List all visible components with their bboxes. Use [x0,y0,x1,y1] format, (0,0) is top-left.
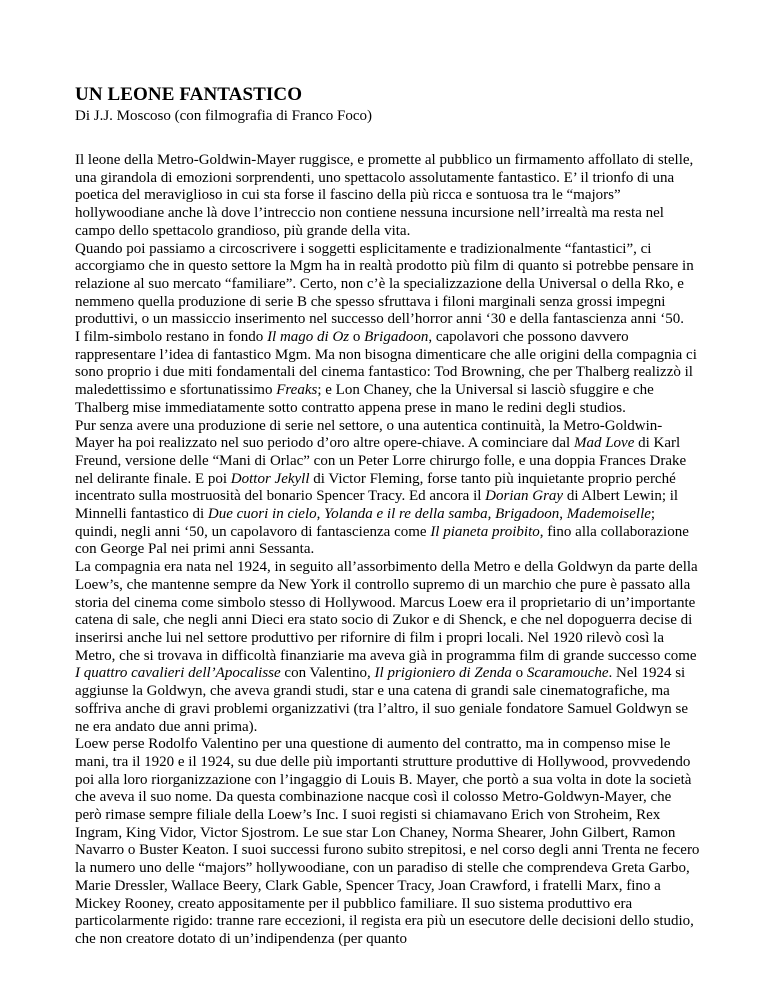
text-run: ; e Lon Chaney, che la Universal si lasciò sfuggire e che Thalberg mise immediatamente sotto contratto appena prese in mano le redini degli studios. [75,382,654,416]
italic-title-run: Il mago di Oz [267,329,350,346]
italic-title-run: Il pianeta proibito [430,523,540,540]
text-run: . Nel 1924 si aggiunse la Goldwyn, che aveva grandi studi, star e una catena di grandi sale cinematografiche, ma soffriva anche di gravi problemi organizzativi (tra l’altro, il suo geniale fondatore Samuel Goldwyn se ne era andato due anni prima). [75,665,689,735]
italic-title-run: Brigadoon [364,329,429,346]
text-run: di Karl Freund, versione delle “Mani di Orlac” con un Peter Lorre chirurgo folle, e una doppia Frances Drake nel delirante finale. E poi [75,435,687,487]
italic-title-run: Freaks [276,382,318,399]
italic-title-run: Mademoiselle [566,506,651,523]
text-run: Loew perse Rodolfo Valentino per una questione di aumento del contratto, ma in compenso mise le mani, tra il 1920 e il 1924, su due delle più importanti strutture produttive di Hollywood, provvedendo poi alla loro riorganizzazione con l’ingaggio di Louis B. Mayer, che portò a sua volta in dote la società che aveva il suo nome. Da questa combinazione nacque così il colosso Metro-Goldwyn-Mayer, che però rimase sempre filiale della Loew’s Inc. I suoi registi si chiamavano Erich von Stroheim, Rex Ingram, King Vidor, Victor Sjostrom. Le sue star Lon Chaney, Norma Shearer, John Gilbert, Ramon Navarro o Buster Keaton. I suoi successi furono subito strepitosi, e nel corso degli anni Trenta ne fecero la numero uno delle “majors” hollywoodiane, con un paradiso di stelle che comprendeva Greta Garbo, Marie Dressler, Wallace Beery, Clark Gable, Spencer Tracy, Joan Crawford, i fratelli Marx, fino a Mickey Rooney, creato appositamente per il pubblico familiare. Il suo sistema produttivo era particolarmente rigido: tranne rare eccezioni, il regista era più un esecutore delle decisioni dello studio, che non creatore dotato di un’indipendenza (per quanto [75,736,700,947]
text-run: Pur senza avere una produzione di serie nel settore, o una autentica continuità, la Metro-Goldwin-Mayer ha poi realizzato nel suo periodo d’oro altre opere-chiave. A cominciare dal [75,417,663,452]
italic-title-run: Dorian Gray [485,488,564,505]
text-run: , fino alla collaborazione con George Pal nei primi anni Sessanta. [75,523,689,558]
paragraph [75,736,700,948]
text-run: o [511,665,527,682]
text-run: ; quindi, negli anni ‘50, un capolavoro di fantascienza come [75,506,656,540]
text-run: Il leone della Metro-Goldwin-Mayer ruggisce, e promette al pubblico un firmamento affollato di stelle, una girandola di emozioni sorprendenti, uno spettacolo assolutamente fantastico. E’ il trionfo di una poetica del meraviglioso in cui sta forse il fascino della più ricca e sontuosa tra le “majors” hollywoodiane anche là dove l’intreccio non contiene nessuna incursione nell’irrealtà ma resta nel campo dello spettacolo grandioso, più grande della vita. [75,152,694,239]
italic-title-run: I quattro cavalieri dell’Apocalisse [75,665,281,682]
article-body [75,152,700,949]
text-run: , [559,506,567,523]
text-run: La compagnia era nata nel 1924, in seguito all’assorbimento della Metro e della Goldwyn da parte della Loew’s, che mantenne sempre da New York il controllo supremo di un marchio che pure è passato alla storia del cinema come simbolo stesso di Hollywood. Marcus Loew era il proprietario di un’importante catena di sale, che negli anni Dieci era stato socio di Zukor e di Shenck, e che nel dopoguerra decise di inserirsi anche lui nel settore produttivo per rifornire di film i propri locali. Nel 1920 rilevò così la Metro, che si trovava in difficoltà finanziarie ma aveva già in programma film di grande successo come [75,559,698,664]
italic-title-run: Il prigioniero di Zenda [374,665,512,682]
paragraph [75,559,700,736]
text-run: di Victor Fleming, forse tanto più inquietante proprio perché incentrato sulla mostruosità del bonario Spencer Tracy. Ed ancora il [75,470,676,505]
paragraph [75,241,700,330]
italic-title-run: Dottor Jekyll [230,470,310,487]
text-run: , [487,506,496,523]
paragraph [75,418,700,560]
text-run: di Albert Lewin; il Minnelli fantastico di [75,488,679,523]
text-run: I film-simbolo restano in fondo [75,329,268,346]
text-run: con Valentino, [280,665,375,682]
italic-title-run: Mad Love [573,435,635,452]
italic-title-run: Yolanda e il re della samba [324,506,488,523]
text-run: , capolavori che possono davvero rappresentare l’idea di fantastico Mgm. Ma non bisogna dimenticare che alle origini della compagnia ci sono proprio i due miti fondamentali del cinema fantastico: Tod Browning, che per Thalberg realizzò il maledettissimo e sfortunatissimo [75,329,697,399]
article-byline: Di J.J. Moscoso (con filmografia di Franco Foco) [75,108,373,124]
text-run: o [349,329,365,346]
italic-title-run: Scaramouche [526,665,609,682]
italic-title-run: Due cuori in cielo [207,506,317,523]
text-run: , [316,506,325,523]
paragraph [75,152,700,241]
paragraph [75,329,700,418]
text-run: Quando poi passiamo a circoscrivere i soggetti esplicitamente e tradizionalmente “fantastici”, ci accorgiamo che in questo settore la Mgm ha in realtà prodotto più film di quanto si potrebbe pensare in relazione al suo mercato “familiare”. Certo, non c’è la specializzazione della Universal o della Rko, e nemmeno quella produzione di serie B che spesso sfruttava i filoni marginali senza grossi impegni produttivi, o un massiccio inserimento nel successo dell’horror anni ‘30 e della fantascienza anni ‘50. [75,240,694,328]
article-title: UN LEONE FANTASTICO [75,84,303,105]
italic-title-run: Brigadoon [495,506,560,523]
